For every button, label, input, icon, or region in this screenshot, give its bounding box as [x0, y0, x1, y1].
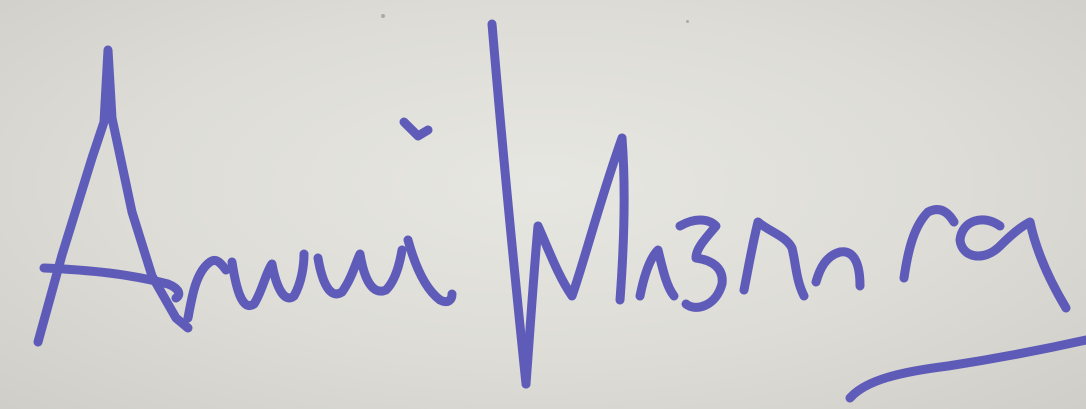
signature-stroke [960, 220, 1066, 308]
signature-stroke [492, 24, 526, 384]
signature-stroke [408, 240, 452, 302]
signature-stroke [640, 250, 674, 296]
signature-stroke [232, 254, 304, 306]
signature-stroke [188, 260, 226, 318]
signature-stroke [850, 340, 1086, 398]
signature-stroke [816, 252, 860, 286]
signature-stroke [526, 138, 624, 384]
signature-stroke [38, 50, 188, 342]
signature-stroke [680, 220, 722, 307]
signature-stroke [318, 250, 402, 294]
signature-stroke [404, 122, 428, 136]
signature-stroke [744, 222, 804, 296]
signature-stroke [904, 210, 954, 278]
